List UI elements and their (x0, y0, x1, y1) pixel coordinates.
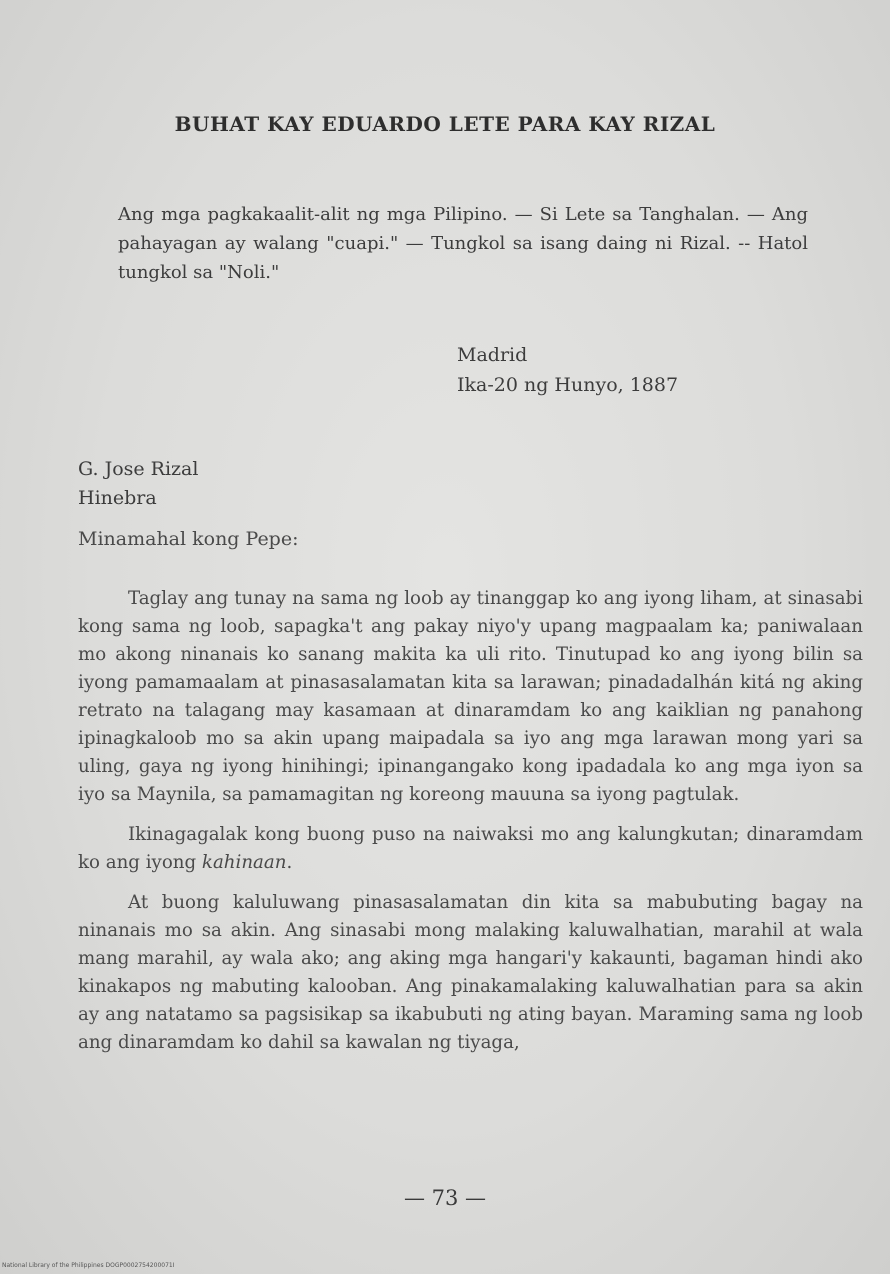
body-paragraph-2 (78, 821, 863, 877)
page-number: — 73 — (403, 1186, 487, 1210)
body-paragraph-1: Taglay ang tunay na sama ng loob ay tinanggap ko ang iyong liham, at sinasabi kong sama ng loob, sapagka't ang pakay niyo'y upang magpaalam ka; paniwalaan mo akong ninanais ko sanang makita ka uli rito. Tinutupad ko ang iyong bilin sa iyong pamamaalam at pinasasalamatan kita sa larawan; pinadadalhán kitá ng aking retrato na talagang may kasamaan at dinaramdam ko ang kaiklian ng panahong ipinagkaloob mo sa akin upang maipadala sa iyo ang mga larawan mong yari sa uling, gaya ng iyong hinihingi; ipinangangako kong ipadadala ko ang mga iyon sa iyo sa Maynila, sa pamamagitan ng koreong mauuna sa iyong pagtulak. (78, 588, 863, 805)
letter-salutation: Minamahal kong Pepe: (78, 528, 299, 550)
chapter-title: BUHAT KAY EDUARDO LETE PARA KAY RIZAL (174, 112, 716, 136)
letter-date: Ika-20 ng Hunyo, 1887 (457, 374, 679, 396)
letter-addressee (78, 455, 198, 513)
letter-body (78, 585, 863, 1069)
footer-note: National Library of the Philippines DOGP0002754200071I (2, 1262, 175, 1269)
letter-place: Madrid (457, 344, 528, 366)
body-paragraph-2-text: Ikinagagalak kong buong puso na naiwaksi mo ang kalungkutan; dinaramdam ko ang iyong (78, 824, 863, 873)
body-paragraph-3: At buong kaluluwang pinasasalamatan din kita sa mabubuting bagay na ninanais mo sa akin. Ang sinasabi mong malaking kaluwalhatian, marahil at wala mang marahil, ay wala ako; ang aking mga hangari'y kakaunti, bagaman hindi ako kinakapos ng mabuting kalooban. Ang pinakamalaking kaluwalhatian para sa akin ay ang natatamo sa pagsisikap sa ikabubuti ng ating bayan. Maraming sama ng loob ang dinaramdam ko dahil sa kawalan ng tiyaga, (78, 892, 863, 1053)
addressee-place: Hinebra (78, 487, 157, 509)
addressee-name: G. Jose Rizal (78, 458, 199, 480)
body-paragraph-2-end: . (286, 852, 293, 873)
chapter-summary: Ang mga pagkakaalit-alit ng mga Pilipino. — Si Lete sa Tanghalan. — Ang pahayagan ay walang "cuapi." — Tungkol sa isang daing ni Rizal. -- Hatol tungkol sa "Noli." (118, 204, 808, 283)
body-paragraph-2-italic: kahinaan (201, 852, 287, 873)
letter-place-date (457, 340, 678, 400)
